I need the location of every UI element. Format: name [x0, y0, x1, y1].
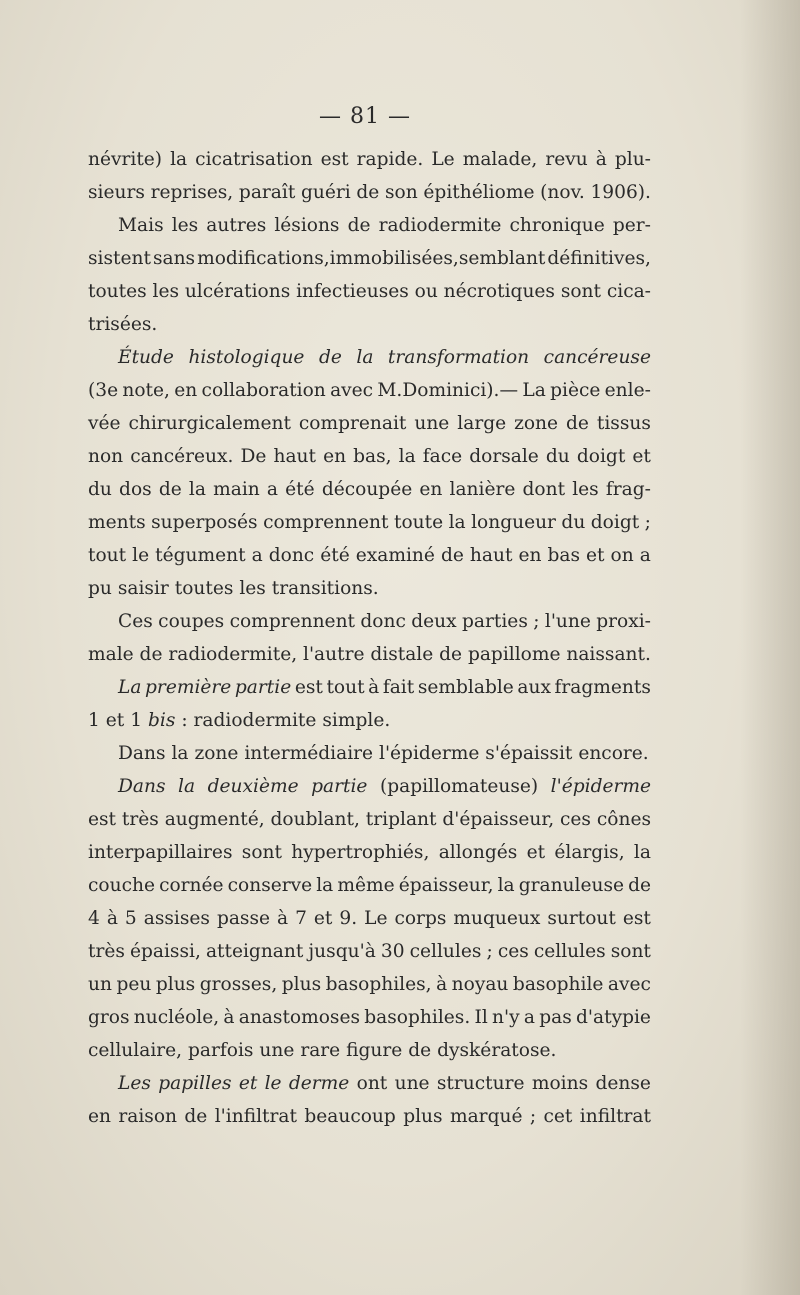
word: tout [326, 677, 365, 698]
word: radiodermite, [168, 644, 298, 665]
text-line [88, 1001, 651, 1034]
word: dont [522, 479, 566, 500]
word: interpapillaires [88, 842, 233, 863]
word: large [457, 413, 507, 434]
word: semblable [417, 677, 514, 698]
word: infectieuses [296, 281, 409, 302]
word: transformation [387, 347, 530, 368]
word: distale [370, 644, 434, 665]
word: est [294, 677, 323, 698]
text-line [88, 671, 651, 704]
word: avec [607, 974, 651, 995]
word: structure [436, 1073, 525, 1094]
word: sont [241, 842, 282, 863]
word: cet [543, 1106, 573, 1127]
word: les [572, 479, 599, 500]
word: du [561, 512, 586, 533]
word: Mais [118, 215, 164, 236]
word: 1 [88, 710, 100, 731]
text-line [88, 176, 651, 209]
word: une [414, 413, 450, 434]
word: guéri [301, 182, 351, 203]
word: est [622, 908, 651, 929]
word: superposés [151, 512, 258, 533]
word: deuxième [207, 776, 299, 797]
word: le [132, 545, 150, 566]
word: de [356, 182, 380, 203]
word: a [639, 545, 651, 566]
word: sieurs [88, 182, 145, 203]
word: partie [234, 677, 292, 698]
word: figure [346, 1040, 403, 1061]
word: comprennent [263, 512, 389, 533]
word: de [440, 545, 464, 566]
word: conserve [227, 875, 313, 896]
word: Il [474, 1007, 488, 1028]
word: l'autre [303, 644, 365, 665]
word: plus [155, 974, 196, 995]
word: deux [411, 611, 457, 632]
word: zone [194, 743, 239, 764]
word: même [337, 875, 395, 896]
text-line [88, 506, 651, 539]
word: et [526, 842, 546, 863]
text-line [88, 143, 651, 176]
word: malade, [462, 149, 538, 170]
word: de [566, 413, 589, 434]
word: De [240, 446, 267, 467]
word: intermédiaire [244, 743, 374, 764]
word: Dans [118, 776, 166, 797]
word: autres [206, 215, 267, 236]
word: 1 [130, 710, 143, 731]
word: la [171, 743, 189, 764]
word: bis [147, 710, 176, 731]
word: radiodermite [193, 710, 317, 731]
word: chirurgicalement [128, 413, 291, 434]
word: plus [403, 1106, 443, 1127]
word: de [347, 215, 371, 236]
word: 9. [339, 908, 358, 929]
word: épaisseur, [398, 875, 494, 896]
word: face [422, 446, 463, 467]
word: raison [118, 1106, 178, 1127]
word: rapide. [356, 149, 424, 170]
word: moins [531, 1073, 589, 1094]
word: atteignant [205, 941, 304, 962]
word: toutes [174, 578, 234, 599]
word: enle- [604, 380, 651, 401]
word: une [394, 1073, 430, 1094]
word: partie [311, 776, 368, 797]
word: doublant, [270, 809, 360, 830]
word: la [178, 776, 196, 797]
word: doigt [590, 512, 640, 533]
word: donc [360, 611, 406, 632]
word: donc [268, 545, 315, 566]
word: de [139, 644, 163, 665]
word: sont [610, 941, 651, 962]
text-line [88, 539, 651, 572]
word: l'une [544, 611, 591, 632]
word: et [586, 545, 605, 566]
word: ou [414, 281, 438, 302]
word: du [545, 446, 570, 467]
word: à [223, 1007, 235, 1028]
word: le [264, 1073, 282, 1094]
word: fait [382, 677, 415, 698]
word: découpée [321, 479, 413, 500]
word: à [368, 677, 380, 698]
word: 30 [380, 941, 405, 962]
text-line [88, 737, 651, 770]
word: main [213, 479, 260, 500]
text-line [88, 440, 651, 473]
word: ulcérations [184, 281, 291, 302]
word: comprennent [229, 611, 356, 632]
word: granuleuse [518, 875, 624, 896]
word: marqué [449, 1106, 523, 1127]
word: de [408, 1040, 432, 1061]
word: gros [88, 1007, 130, 1028]
word: passe [216, 908, 271, 929]
word: nucléole, [133, 1007, 220, 1028]
text-line [88, 1034, 651, 1067]
text-line [88, 242, 651, 275]
word: cellulaire, [88, 1040, 183, 1061]
text-line [88, 638, 651, 671]
word: une [259, 1040, 295, 1061]
word: infiltrat [579, 1106, 651, 1127]
word: 5 [124, 908, 137, 929]
word: comprenait [298, 413, 407, 434]
word: proxi- [596, 611, 651, 632]
word: l'épiderme [550, 776, 651, 797]
word: la [316, 875, 334, 896]
word: radiodermite [378, 215, 502, 236]
word: la [448, 512, 466, 533]
word: Étude [118, 347, 174, 368]
page-number: — 81 — [319, 104, 411, 129]
word: assises [143, 908, 210, 929]
word: coupes [158, 611, 225, 632]
word: modifications,immobilisées,semblant [197, 248, 546, 269]
word: l'infiltrat [214, 1106, 297, 1127]
word: et [632, 446, 651, 467]
word: tégument [155, 545, 246, 566]
word: reprises, [150, 182, 234, 203]
word: per- [612, 215, 651, 236]
word: de [439, 644, 463, 665]
text-line [88, 407, 651, 440]
word: trisées. [88, 314, 158, 335]
word: les [152, 281, 179, 302]
word: saisir [117, 578, 169, 599]
word: Le [364, 908, 388, 929]
body-text [88, 143, 651, 1133]
word: épithéliome [423, 182, 535, 203]
word: (papillomateuse) [379, 776, 539, 797]
word: s'épaissit [485, 743, 573, 764]
word: de [628, 875, 651, 896]
word: très [121, 809, 159, 830]
word: toute [393, 512, 444, 533]
word: La [118, 677, 142, 698]
word: plu- [614, 149, 651, 170]
word: en [88, 1106, 111, 1127]
word: haut [469, 545, 513, 566]
word: parfois [188, 1040, 254, 1061]
word: beaucoup [304, 1106, 396, 1127]
word: très [88, 941, 125, 962]
word: la [188, 479, 206, 500]
word: bas [547, 545, 580, 566]
word: cancéreux. [130, 446, 234, 467]
word: lésions [274, 215, 340, 236]
text-line [88, 803, 651, 836]
text-line [88, 836, 651, 869]
word: plus [281, 974, 322, 995]
word: basophiles, [325, 974, 432, 995]
word: ; [533, 611, 540, 632]
word: n'y [492, 1007, 520, 1028]
word: tissus [596, 413, 651, 434]
text-line [88, 275, 651, 308]
word: est [320, 149, 349, 170]
text-line [88, 968, 651, 1001]
word: doigt [576, 446, 626, 467]
word: basophile [512, 974, 604, 995]
word: histologique [188, 347, 305, 368]
word: à [106, 908, 118, 929]
word: grosses, [199, 974, 278, 995]
word: du [88, 479, 112, 500]
text-line [88, 1067, 651, 1100]
word: male [88, 644, 134, 665]
word: cellules [533, 941, 606, 962]
word: papilles [158, 1073, 232, 1094]
word: première [145, 677, 232, 698]
text-line [88, 902, 651, 935]
word: derme [288, 1073, 350, 1094]
word: note, [122, 380, 170, 401]
word: a [266, 479, 279, 500]
word: fragments [554, 677, 651, 698]
word: tout [88, 545, 127, 566]
word: en [518, 545, 542, 566]
text-line [88, 374, 651, 407]
word: cornée [159, 875, 224, 896]
word: lanière [449, 479, 516, 500]
word: est [88, 809, 117, 830]
word: été [285, 479, 315, 500]
word: l'épiderme [379, 743, 480, 764]
word: à [277, 908, 289, 929]
word: (3e [88, 380, 119, 401]
word: dyskératose. [437, 1040, 557, 1061]
word: en [419, 479, 443, 500]
word: frag- [605, 479, 651, 500]
word: noyau [451, 974, 509, 995]
word: Dans [118, 743, 166, 764]
word: longueur [471, 512, 556, 533]
word: de [184, 1106, 208, 1127]
word: pièce [550, 380, 601, 401]
word: revu [545, 149, 588, 170]
word: chronique [509, 215, 605, 236]
word: encore. [578, 743, 649, 764]
word: la [633, 842, 651, 863]
word: cônes [596, 809, 651, 830]
word: toutes [88, 281, 147, 302]
word: la [170, 149, 188, 170]
word: la [398, 446, 416, 467]
word: augmenté, [164, 809, 265, 830]
text-line [88, 341, 651, 374]
word: sans [152, 248, 196, 269]
word: pas [539, 1007, 572, 1028]
word: 4 [88, 908, 100, 929]
word: anastomoses [238, 1007, 361, 1028]
word: a [523, 1007, 535, 1028]
word: nécrotiques [443, 281, 555, 302]
word: la [356, 347, 374, 368]
word: à [436, 974, 448, 995]
word: corps [394, 908, 447, 929]
word: élargis, [554, 842, 625, 863]
word: jusqu'à [308, 941, 376, 962]
text-line [88, 473, 651, 506]
word: en [323, 446, 347, 467]
word: de [318, 347, 342, 368]
word: de [158, 479, 182, 500]
word: ; [529, 1106, 537, 1127]
word: d'atypie [576, 1007, 651, 1028]
word: et [105, 710, 125, 731]
word: on [610, 545, 634, 566]
word: M.Dominici).— [377, 380, 519, 401]
word: naissant. [566, 644, 651, 665]
text-line [88, 869, 651, 902]
word: transitions. [271, 578, 379, 599]
text-line [88, 704, 651, 737]
word: couche [88, 875, 155, 896]
word: pu [88, 578, 112, 599]
word: à [595, 149, 607, 170]
word: La [522, 380, 546, 401]
word: ; [486, 941, 493, 962]
word: zone [514, 413, 559, 434]
word: basophiles. [364, 1007, 471, 1028]
word: parties [462, 611, 528, 632]
word: allongés [438, 842, 518, 863]
text-line [88, 308, 651, 341]
word: ces [560, 809, 591, 830]
word: et [313, 908, 333, 929]
word: ont [356, 1073, 388, 1094]
word: ments [88, 512, 146, 533]
word: ces [497, 941, 529, 962]
word: hypertrophiés, [291, 842, 430, 863]
word: les [171, 215, 199, 236]
word: cancéreuse [543, 347, 651, 368]
word: rare [300, 1040, 341, 1061]
word: paraît [238, 182, 296, 203]
word: les [239, 578, 266, 599]
text-line [88, 572, 651, 605]
word: a [251, 545, 263, 566]
word: son [385, 182, 418, 203]
word: collaboration [201, 380, 326, 401]
word: d'épaisseur, [442, 809, 555, 830]
text-line [88, 1100, 651, 1133]
word: sistent [88, 248, 151, 269]
word: peu [116, 974, 152, 995]
text-line [88, 770, 651, 803]
word: haut [273, 446, 316, 467]
word: Le [431, 149, 455, 170]
word: dense [595, 1073, 651, 1094]
word: un [88, 974, 112, 995]
text-line [88, 209, 651, 242]
word: cica- [606, 281, 651, 302]
word: épaissi, [129, 941, 201, 962]
word: triplant [365, 809, 437, 830]
word: Ces [118, 611, 153, 632]
word: Les [118, 1073, 151, 1094]
word: dorsale [469, 446, 539, 467]
word: définitives, [547, 248, 651, 269]
word: non [88, 446, 124, 467]
word: avec [330, 380, 374, 401]
word: cellules [409, 941, 482, 962]
text-line [88, 605, 651, 638]
word: cicatrisation [195, 149, 313, 170]
word: simple. [322, 710, 391, 731]
word: ; [644, 512, 651, 533]
word: examiné [355, 545, 435, 566]
word: vée [88, 413, 121, 434]
word: : [181, 710, 188, 731]
word: dos [119, 479, 152, 500]
word: bas, [353, 446, 392, 467]
word: en [174, 380, 198, 401]
word: 1906). [590, 182, 651, 203]
page-edge-shadow [740, 0, 800, 1295]
word: (nov. [540, 182, 585, 203]
word: 7 [295, 908, 307, 929]
text-line [88, 935, 651, 968]
word: papillome [467, 644, 561, 665]
word: sont [560, 281, 601, 302]
word: surtout [547, 908, 616, 929]
word: et [238, 1073, 258, 1094]
word: névrite) [88, 149, 163, 170]
word: été [320, 545, 350, 566]
word: aux [517, 677, 551, 698]
word: la [497, 875, 515, 896]
word: muqueux [453, 908, 541, 929]
